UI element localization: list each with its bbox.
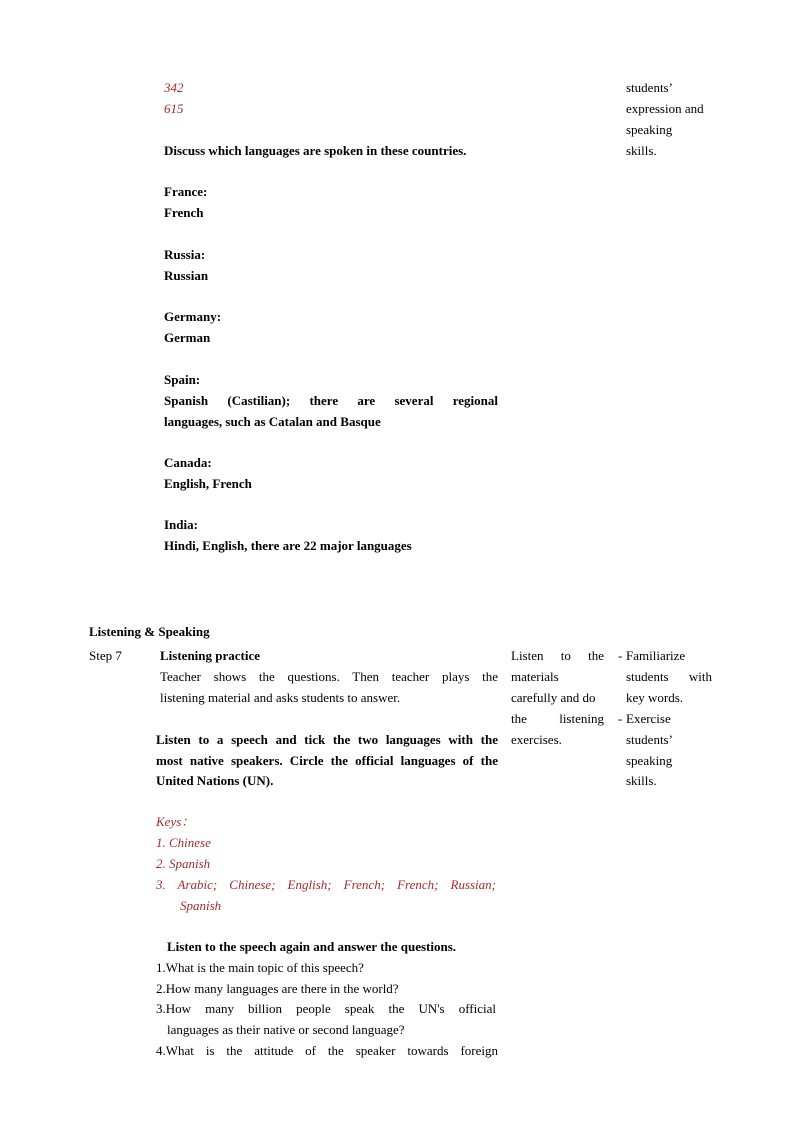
languages-germany: German bbox=[164, 330, 211, 345]
key-3-line2: Spanish bbox=[180, 898, 222, 913]
listen-again-instruction: Listen to the speech again and answer the questions. bbox=[167, 939, 457, 954]
student-activity-line4: the listening bbox=[511, 711, 604, 726]
country-india: India: bbox=[164, 517, 198, 532]
languages-spain-line1: Spanish (Castilian); there are several regional bbox=[164, 393, 498, 408]
key-2: 2. Spanish bbox=[156, 856, 211, 871]
discuss-instruction: Discuss which languages are spoken in these countries. bbox=[164, 143, 467, 158]
country-russia: Russia: bbox=[164, 247, 206, 262]
activity-title: Listening practice bbox=[160, 648, 261, 663]
purpose-note-4: skills. bbox=[626, 143, 657, 158]
key-number-615: 615 bbox=[164, 101, 184, 116]
student-activity-line1: Listen to the bbox=[511, 648, 604, 663]
activity-intro-line1: Teacher shows the questions. Then teacher plays the bbox=[160, 669, 498, 684]
country-spain: Spain: bbox=[164, 372, 201, 387]
question-4-line1: 4.What is the attitude of the speaker towards foreign bbox=[156, 1043, 498, 1058]
languages-india: Hindi, English, there are 22 major languages bbox=[164, 538, 412, 553]
purpose-2-line2: students’ bbox=[626, 732, 673, 747]
step-label: Step 7 bbox=[89, 648, 122, 663]
activity-intro-line2: listening material and asks students to answer. bbox=[160, 690, 401, 705]
purpose-dash-2: - bbox=[618, 711, 623, 726]
purpose-1-line2: students with bbox=[626, 669, 712, 684]
task-line1: Listen to a speech and tick the two languages with the bbox=[156, 732, 498, 747]
question-1: 1.What is the main topic of this speech? bbox=[156, 960, 364, 975]
purpose-2-line3: speaking bbox=[626, 753, 673, 768]
purpose-2-line4: skills. bbox=[626, 773, 657, 788]
question-3-line2: languages as their native or second language? bbox=[167, 1022, 405, 1037]
purpose-2-line1: Exercise bbox=[626, 711, 671, 726]
task-line2: most native speakers. Circle the official languages of the bbox=[156, 753, 498, 768]
country-germany: Germany: bbox=[164, 309, 222, 324]
languages-canada: English, French bbox=[164, 476, 252, 491]
country-canada: Canada: bbox=[164, 455, 212, 470]
keys-label: Keys： bbox=[156, 814, 195, 829]
section-heading: Listening & Speaking bbox=[89, 624, 210, 639]
purpose-note-1: students’ bbox=[626, 80, 673, 95]
key-3-line1: 3. Arabic; Chinese; English; French; French; Russian; bbox=[156, 877, 496, 892]
purpose-1-line3: key words. bbox=[626, 690, 684, 705]
purpose-note-2: expression and bbox=[626, 101, 704, 116]
key-number-342: 342 bbox=[164, 80, 184, 95]
languages-russia: Russian bbox=[164, 268, 209, 283]
student-activity-line5: exercises. bbox=[511, 732, 562, 747]
languages-spain-line2: languages, such as Catalan and Basque bbox=[164, 414, 381, 429]
question-2: 2.How many languages are there in the world? bbox=[156, 981, 399, 996]
purpose-1-line1: Familiarize bbox=[626, 648, 686, 663]
task-line3: United Nations (UN). bbox=[156, 773, 274, 788]
languages-france: French bbox=[164, 205, 204, 220]
purpose-dash-1: - bbox=[618, 648, 623, 663]
question-3-line1: 3.How many billion people speak the UN's official bbox=[156, 1001, 496, 1016]
country-france: France: bbox=[164, 184, 208, 199]
student-activity-line3: carefully and do bbox=[511, 690, 596, 705]
key-1: 1. Chinese bbox=[156, 835, 211, 850]
purpose-note-3: speaking bbox=[626, 122, 673, 137]
student-activity-line2: materials bbox=[511, 669, 559, 684]
